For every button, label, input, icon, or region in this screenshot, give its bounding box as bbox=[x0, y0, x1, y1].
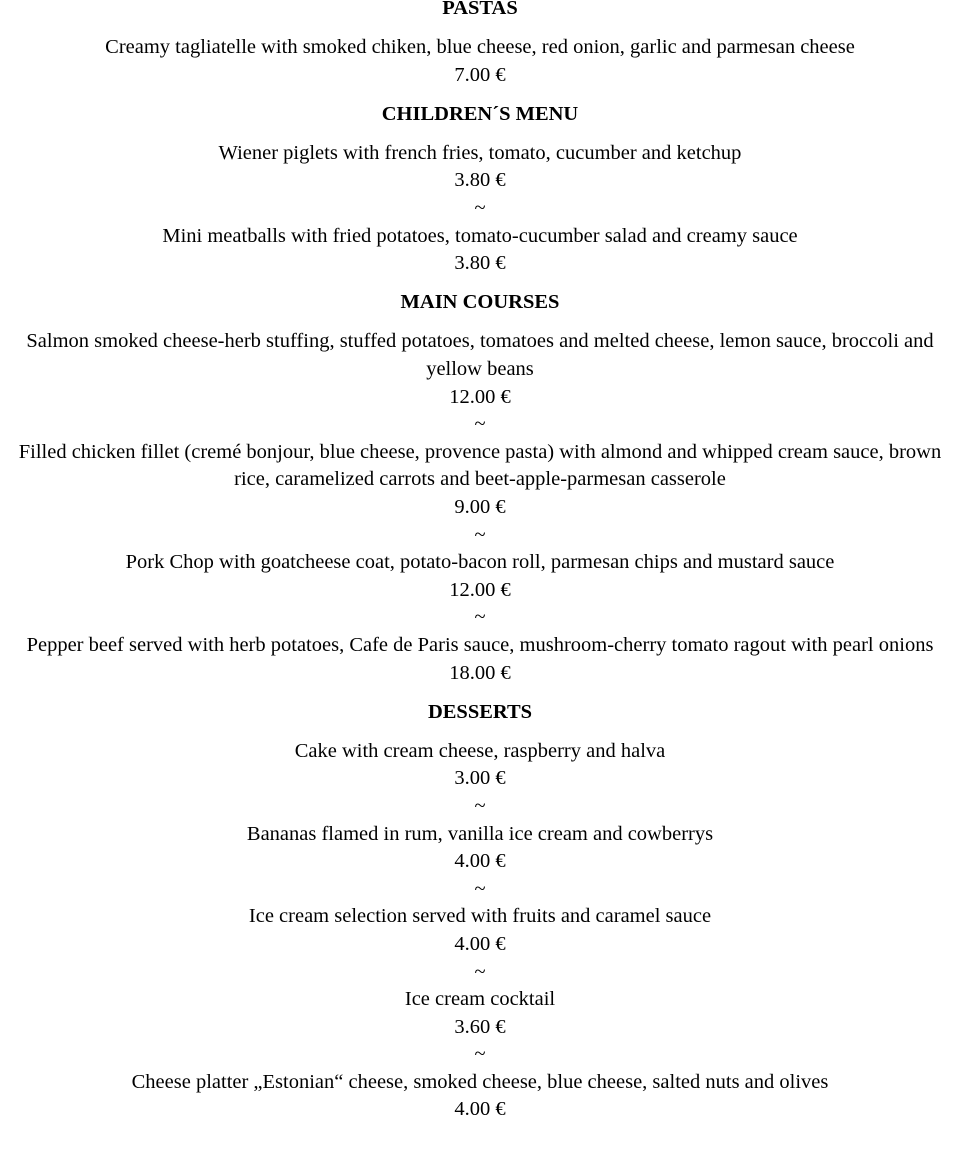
dish-price: 7.00 € bbox=[454, 63, 506, 86]
item-separator: ~ bbox=[474, 606, 486, 629]
section-title-main-courses: MAIN COURSES bbox=[400, 291, 560, 314]
dish-price: 9.00 € bbox=[454, 496, 506, 518]
section-title-desserts: DESSERTS bbox=[427, 700, 533, 723]
dish-price: 4.00 € bbox=[454, 850, 506, 873]
dish-price: 18.00 € bbox=[449, 661, 511, 684]
dish-name: Pork Chop with goatcheese coat, potato-bacon roll, parmesan chips and mustard sauce bbox=[125, 551, 835, 574]
dish-name: Pepper beef served with herb potatoes, Cafe de Paris sauce, mushroom-cherry tomato ragout with pearl onions bbox=[26, 633, 934, 656]
dish-price: 3.80 € bbox=[454, 169, 506, 192]
dish-name: Mini meatballs with fried potatoes, tomato-cucumber salad and creamy sauce bbox=[162, 224, 798, 247]
dish-price: 12.00 € bbox=[449, 385, 511, 408]
item-separator: ~ bbox=[474, 197, 486, 220]
dish-price: 4.00 € bbox=[454, 932, 506, 955]
section-title-childrens-menu: CHILDREN´S MENU bbox=[381, 102, 579, 125]
dish-price: 3.60 € bbox=[454, 1015, 506, 1038]
dish-price: 12.00 € bbox=[449, 578, 511, 601]
dish-name: Cheese platter „Estonian“ cheese, smoked cheese, blue cheese, salted nuts and olives bbox=[131, 1070, 829, 1093]
dish-name: Ice cream selection served with fruits and caramel sauce bbox=[248, 905, 712, 928]
item-separator: ~ bbox=[474, 960, 486, 983]
item-separator: ~ bbox=[474, 1043, 486, 1066]
dish-name: Ice cream cocktail bbox=[404, 988, 556, 1011]
section-title-pastas: PASTAS bbox=[442, 0, 518, 19]
dish-name: Wiener piglets with french fries, tomato, cucumber and ketchup bbox=[218, 141, 742, 164]
dish-price: 3.00 € bbox=[454, 767, 506, 790]
item-separator: ~ bbox=[474, 413, 486, 436]
dish-name: Bananas flamed in rum, vanilla ice cream and cowberrys bbox=[246, 822, 714, 845]
item-separator: ~ bbox=[474, 794, 486, 817]
dish-name: Cake with cream cheese, raspberry and halva bbox=[294, 739, 666, 762]
dish-price: 3.80 € bbox=[454, 252, 506, 275]
dish-name: Creamy tagliatelle with smoked chiken, blue cheese, red onion, garlic and parmesan cheese bbox=[105, 36, 855, 59]
dish-name: Filled chicken fillet (cremé bonjour, blue cheese, provence pasta) with almond and whipped cream sauce, brown rice, caramelized carrots and beet-apple-parmesan casserole bbox=[18, 440, 942, 491]
item-separator: ~ bbox=[474, 877, 486, 900]
dish-price: 4.00 € bbox=[454, 1098, 506, 1121]
item-separator: ~ bbox=[474, 523, 486, 546]
dish-name: Salmon smoked cheese-herb stuffing, stuffed potatoes, tomatoes and melted cheese, lemon sauce, broccoli and yellow beans bbox=[26, 330, 934, 381]
